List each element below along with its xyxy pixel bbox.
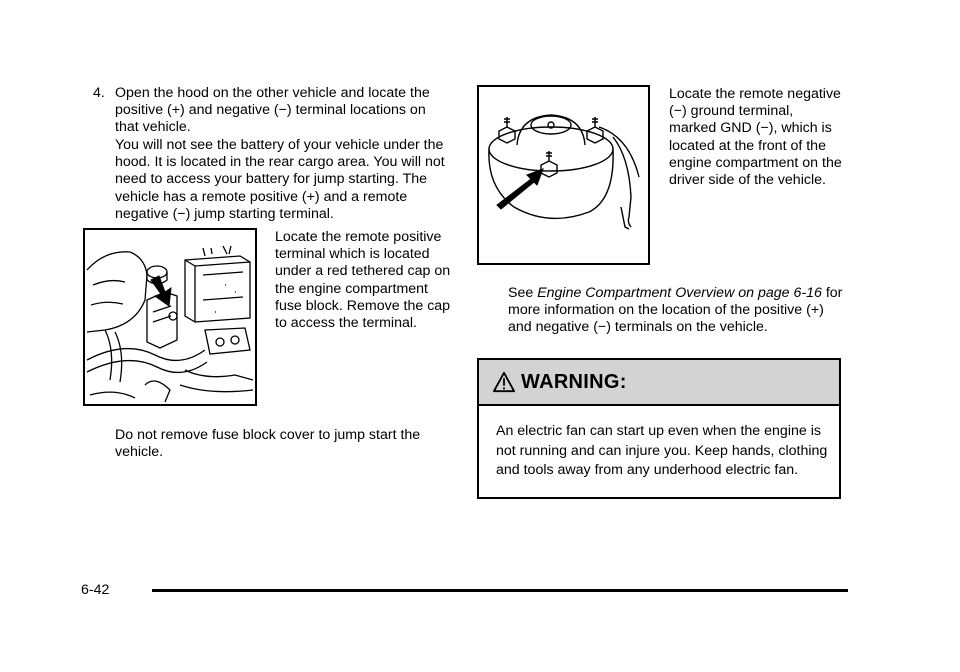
positive-terminal-caption: Locate the remote positive terminal which is located under a red tethered cap on the engine compartment fuse block. Remove the cap to access the terminal.	[275, 229, 451, 332]
fuse-block-note: Do not remove fuse block cover to jump start the vehicle.	[115, 427, 421, 461]
warning-text: An electric fan can start up even when the engine is not running and can injure you. Keep hands, clothing and tools away from any underhood electric fan.	[496, 423, 828, 478]
warning-header	[479, 360, 839, 406]
page-number: 6-42	[81, 582, 110, 598]
see-prefix: See	[508, 285, 538, 301]
warning-title: WARNING:	[521, 370, 627, 393]
engine-compartment-overview-link[interactable]: Engine Compartment Overview on page 6-16	[537, 285, 822, 301]
footer-rule	[152, 589, 848, 592]
battery-location-paragraph: You will not see the battery of your vehicle under the hood. It is located in the rear cargo area. You will not need to access your battery for jump starting. The vehicle has a remote positive (+) and a remote negative (−) jump starting terminal.	[115, 137, 445, 222]
see-reference	[508, 285, 848, 337]
engine-compartment-drawing	[85, 230, 255, 404]
positive-terminal-illustration	[83, 228, 257, 406]
step-text: Open the hood on the other vehicle and locate the positive (+) and negative (−) terminal locations on that vehicle.	[115, 85, 430, 136]
ground-terminal-illustration	[477, 85, 650, 265]
step-number: 4.	[93, 85, 105, 101]
warning-box	[477, 358, 841, 499]
ground-terminal-caption: Locate the remote negative (−) ground terminal, marked GND (−), which is located at the front of the engine compartment on the driver side of the vehicle.	[669, 86, 842, 189]
ground-stud-drawing	[479, 87, 648, 263]
see-suffix: for more information on the location of the positive (+) and negative (−) terminals on the vehicle.	[508, 285, 843, 336]
warning-triangle-icon	[493, 371, 515, 393]
